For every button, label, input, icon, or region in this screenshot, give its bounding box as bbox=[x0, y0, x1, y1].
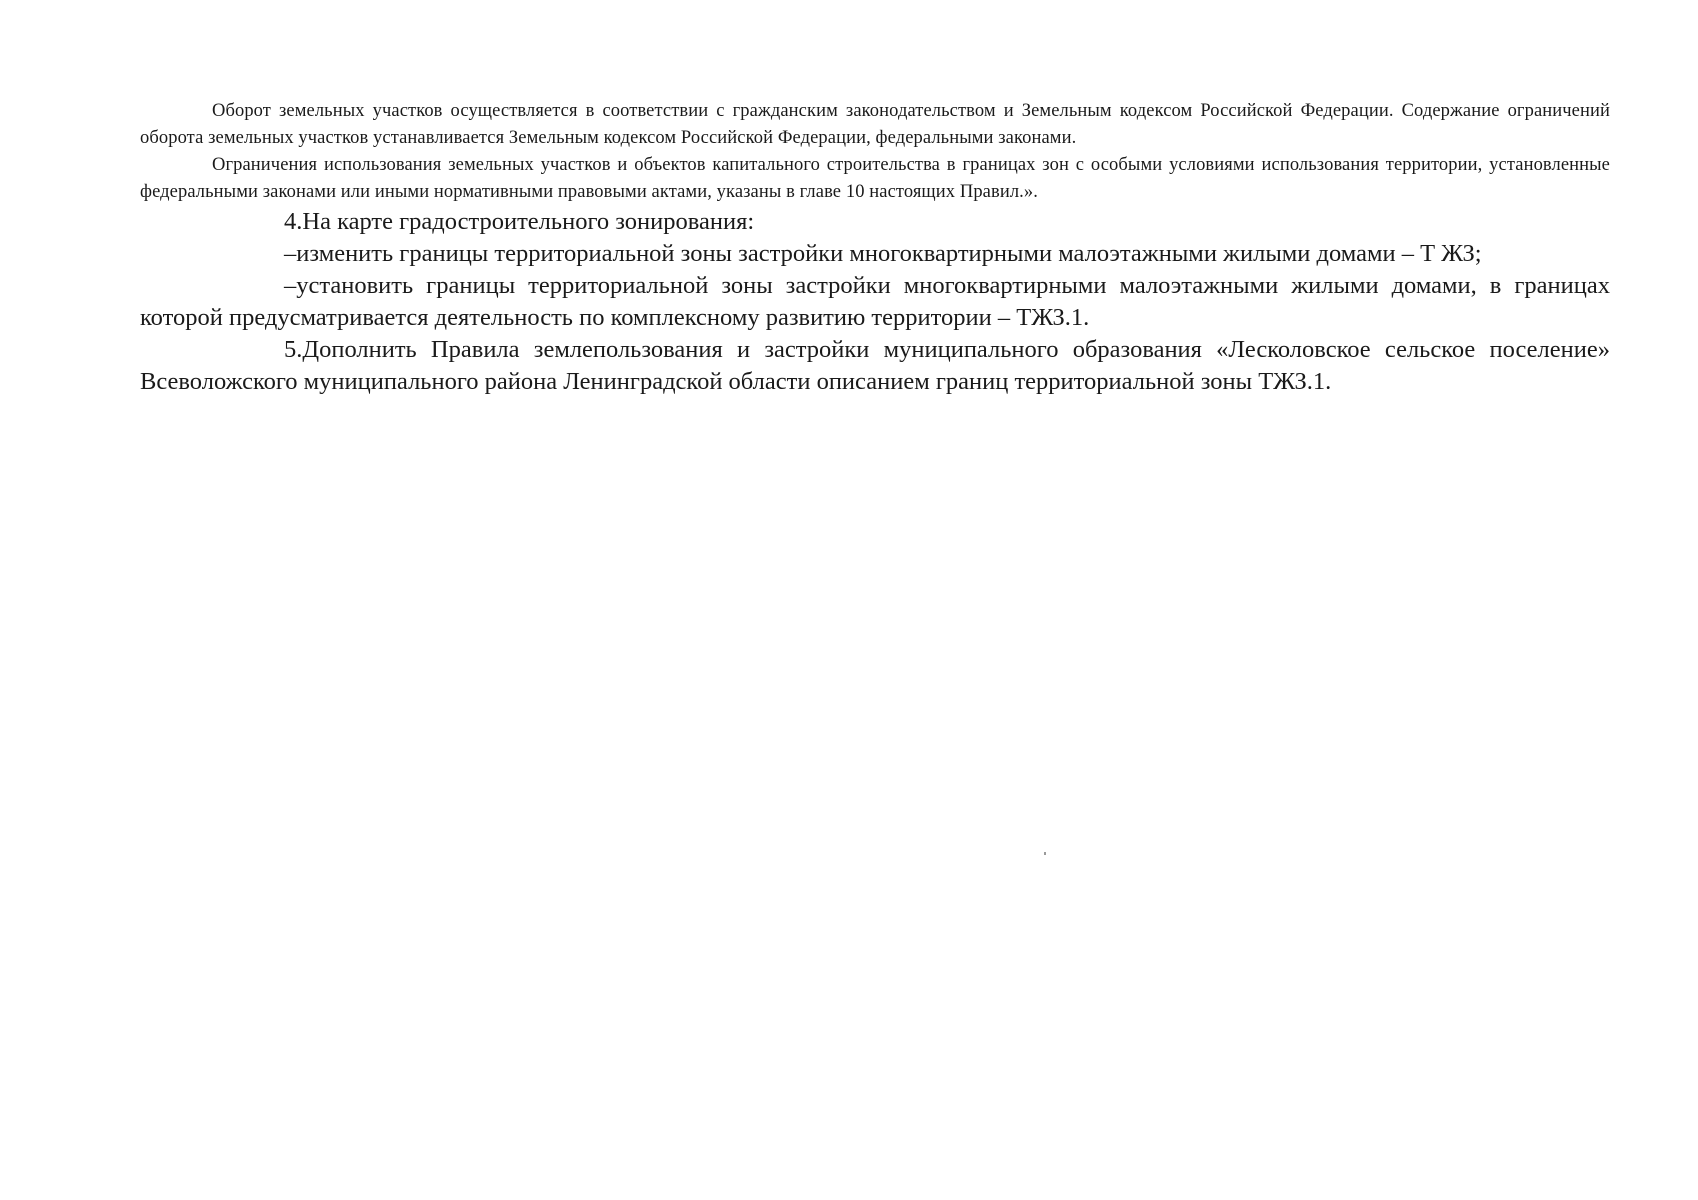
paragraph-land-turnover: Оборот земельных участков осуществляется в соответствии с гражданским законодательством и Земельным кодексом Российской Федерации. Содержание ограничений оборота земельных участков устанавливается Земельным кодексом Российской Федерации, федеральными законами. bbox=[140, 101, 1610, 148]
dash-item-1-text: изменить границы территориальной зоны застройки многоквартирными малоэтажными жилыми домами – Т ЖЗ; bbox=[296, 240, 1482, 267]
paragraph-land-use-restrictions: Ограничения использования земельных участков и объектов капитального строительства в границах зон с особыми условиями использования территории, установленные федеральными законами или иными нормативными правовыми актами, указаны в главе 10 настоящих Правил.». bbox=[140, 155, 1610, 202]
document-page bbox=[140, 98, 1610, 398]
item-4-number: 4. bbox=[284, 208, 303, 235]
scan-speck bbox=[1044, 852, 1046, 855]
item-4-text: На карте градостроительного зонирования: bbox=[302, 208, 755, 235]
item-5-text: Дополнить Правила землепользования и застройки муниципального образования «Лесколовское сельское поселение» Всеволожского муниципального района Ленинградской области описанием границ территориальной зоны ТЖЗ.1. bbox=[140, 336, 1610, 395]
dash-item-set-boundaries bbox=[140, 270, 1610, 334]
dash-item-1-dash: – bbox=[284, 240, 297, 267]
item-5-number: 5. bbox=[284, 336, 303, 363]
dash-item-change-boundaries bbox=[140, 238, 1610, 270]
item-5 bbox=[140, 334, 1610, 398]
dash-item-2-text: установить границы территориальной зоны застройки многоквартирными малоэтажными жилыми домами, в границах которой предусматривается деятельность по комплексному развитию территории – ТЖЗ.1. bbox=[140, 272, 1610, 331]
item-4 bbox=[140, 206, 1610, 238]
dash-item-2-dash: – bbox=[284, 272, 297, 299]
